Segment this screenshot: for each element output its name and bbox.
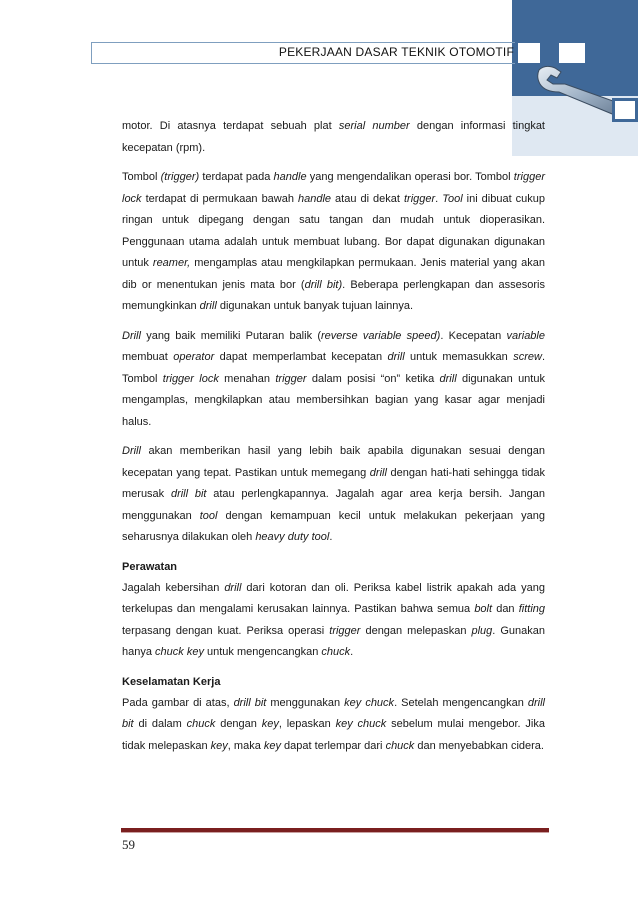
italic-term: drill bit) [304, 278, 343, 291]
text-run: , maka [227, 739, 264, 752]
italic-term: reamer, [152, 257, 191, 269]
text-run: dengan melepaskan [360, 624, 472, 637]
text-run: menggunakan [266, 696, 345, 709]
body-paragraph [122, 167, 545, 318]
italic-term: trigger [329, 624, 361, 637]
italic-term: plug [471, 624, 493, 637]
text-run: Pada gambar di atas, [122, 696, 234, 709]
italic-term: chuck [321, 646, 351, 658]
text-run: akan memberikan hasil yang lebih baik apabila digunakan sesuai dengan kecepatan yang tepat. Pastikan untuk memegang [122, 445, 545, 479]
text-run: , lepaskan [278, 718, 336, 730]
text-run: untuk mengencangkan [203, 646, 322, 658]
text-run: dengan kemampuan kecil untuk melakukan pekerjaan yang seharusnya dilakukan oleh [122, 509, 545, 543]
text-run: dan menyebabkan cidera. [414, 739, 544, 752]
text-run: . Gunakan hanya [122, 624, 545, 658]
text-run: dengan [215, 718, 262, 730]
text-run: Tombol [122, 171, 161, 183]
italic-term: Drill [122, 329, 141, 342]
text-run: sebelum mulai mengebor. Jika tidak melepaskan [122, 718, 545, 752]
italic-term: drill bit [170, 488, 207, 500]
section-paragraph [122, 578, 545, 664]
italic-term: drill [439, 372, 457, 385]
paragraph-list [122, 116, 545, 549]
text-run: digunakan untuk banyak tujuan lainnya. [216, 300, 414, 312]
italic-term: reverse variable speed) [320, 329, 441, 342]
italic-term: handle [298, 192, 332, 205]
text-run: mengamplas atau mengkilapkan permukaan. Jenis material yang akan dib or menentukan jenis mata bor ( [122, 257, 545, 291]
text-run: . [329, 531, 333, 543]
italic-term: drill [387, 351, 405, 363]
text-run: dengan informasi tingkat kecepatan (rpm). [122, 120, 545, 154]
italic-term: handle [273, 171, 307, 183]
page-body [122, 116, 545, 765]
text-run: atau perlengkapannya. Jagalah agar area kerja bersih. Jangan menggunakan [122, 488, 545, 522]
text-run: yang baik memiliki Putaran balik ( [140, 329, 321, 342]
text-run: . Kecepatan [440, 329, 507, 342]
section-heading: Keselamatan Kerja [122, 675, 221, 688]
text-run: menahan [218, 372, 276, 385]
italic-term: trigger [275, 372, 307, 385]
text-run: untuk memasukkan [404, 351, 514, 363]
header-square-bottom [612, 98, 638, 122]
italic-term: key [210, 739, 228, 752]
italic-term: key chuck [344, 696, 395, 709]
italic-term: heavy duty tool [255, 531, 330, 543]
header-title-box [91, 42, 531, 64]
text-run: di dalam [133, 718, 187, 730]
text-run: atau di dekat [331, 192, 404, 205]
italic-term: drill bit [122, 696, 546, 730]
text-run: dapat terlempar dari [281, 739, 386, 752]
italic-term: trigger lock [162, 372, 219, 385]
italic-term: drill [199, 300, 217, 312]
text-run: Jagalah kebersihan [122, 581, 225, 594]
text-run: membuat [122, 351, 174, 363]
italic-term: chuck [186, 718, 216, 730]
italic-term: variable [506, 329, 545, 342]
text-run: dapat memperlambat kecepatan [214, 351, 388, 363]
italic-term: tool [199, 509, 218, 522]
text-run: yang mengendalikan operasi bor. Tombol [306, 171, 514, 183]
italic-term: trigger lock [122, 171, 545, 205]
italic-term: operator [173, 351, 215, 363]
italic-term: trigger [403, 192, 436, 205]
text-run: dari kotoran dan oli. Periksa kabel listrik apakah ada yang terkelupas dan mengalami kerusakan lainnya. Pastikan bahwa semua [122, 581, 545, 615]
italic-term: key [261, 718, 279, 730]
text-run: terdapat pada [199, 171, 274, 183]
italic-term: (trigger) [160, 171, 200, 183]
text-run: digunakan untuk mengamplas, mengkilapkan atau membersihkan bagian yang kasar agar menjadi halus. [122, 372, 545, 428]
italic-term: drill [224, 581, 242, 594]
body-paragraph [122, 116, 545, 159]
italic-term: key [263, 739, 281, 752]
italic-term: drill bit [233, 696, 267, 709]
section-paragraph [122, 693, 545, 758]
text-run: terpasang dengan kuat. Periksa operasi [122, 624, 330, 637]
section-list [122, 557, 545, 758]
text-run: . [435, 192, 443, 205]
text-run: . Beberapa perlengkapan dan assesoris memungkinkan [122, 278, 546, 312]
text-run: . Tombol [122, 351, 545, 385]
italic-term: Drill [122, 445, 141, 457]
text-run: dengan hati-hati sehingga tidak merusak [122, 466, 545, 500]
text-run: dan [492, 603, 519, 615]
header-title: PEKERJAAN DASAR TEKNIK OTOMOTIF [278, 45, 514, 59]
italic-term: screw [513, 351, 542, 363]
body-paragraph [122, 441, 545, 549]
section-heading: Perawatan [122, 560, 178, 573]
italic-term: fitting [518, 603, 545, 615]
text-run: . Setelah mengencangkan [394, 696, 528, 709]
body-paragraph [122, 326, 545, 434]
italic-term: key chuck [335, 718, 387, 730]
italic-term: chuck [385, 739, 415, 752]
text-run: ini dibuat cukup ringan untuk dipegang dengan satu tangan dan mudah untuk dioperasikan. Penggunaan utama adalah untuk membuat lubang. Bor dapat digunakan digunakan untuk [122, 192, 546, 269]
italic-term: drill [369, 466, 387, 479]
italic-term: serial number [338, 120, 410, 132]
italic-term: chuck key [155, 646, 204, 658]
page-number: 59 [122, 837, 135, 852]
text-run: motor. Di atasnya terdapat sebuah plat [122, 120, 339, 132]
italic-term: bolt [474, 603, 493, 615]
text-run: dalam posisi “on” ketika [306, 372, 440, 385]
footer-rule [121, 828, 549, 833]
text-run: . [350, 646, 354, 658]
text-run: terdapat di permukaan bawah [141, 192, 298, 205]
italic-term: Tool [442, 192, 463, 205]
